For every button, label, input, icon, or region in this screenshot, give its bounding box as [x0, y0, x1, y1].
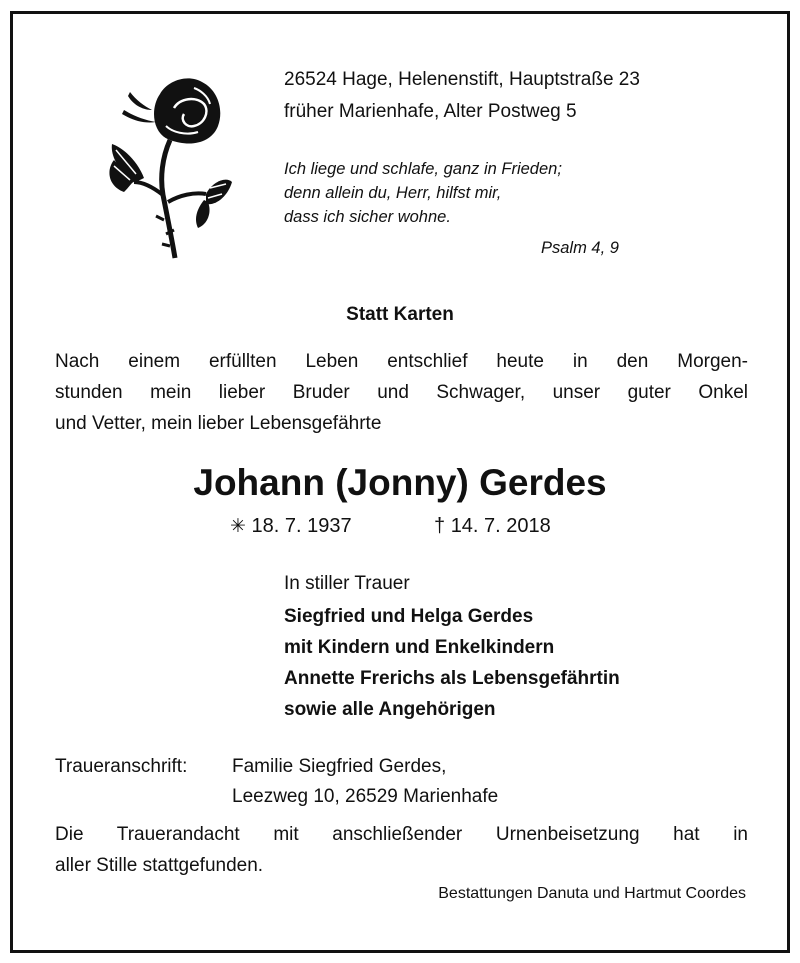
deceased-name: Johann (Jonny) Gerdes [193, 462, 607, 503]
birth-star-icon: ✳ [230, 516, 246, 537]
statt-karten-heading: Statt Karten [346, 304, 454, 325]
rose-icon [100, 70, 235, 260]
birth-date-row [230, 515, 352, 538]
verse-reference: Psalm 4, 9 [541, 239, 619, 257]
intro-line-2: stunden mein lieber Bruder und Schwager, unser guter Onkel [55, 382, 748, 403]
service-line-1: Die Trauerandacht mit anschließender Urnenbeisetzung hat in [55, 824, 748, 845]
death-date-row [434, 515, 551, 538]
address-line-1: 26524 Hage, Helenenstift, Hauptstraße 23 [284, 69, 640, 90]
intro-line-3: und Vetter, mein lieber Lebensgefährte [55, 413, 382, 434]
verse-line-1: Ich liege und schlafe, ganz in Frieden; [284, 160, 562, 178]
death-cross-icon: † [434, 515, 446, 537]
funeral-home: Bestattungen Danuta und Hartmut Coordes [438, 885, 746, 902]
intro-line-1: Nach einem erfüllten Leben entschlief heute in den Morgen- [55, 351, 748, 372]
service-line-2: aller Stille stattgefunden. [55, 855, 264, 876]
mourner-line: Annette Frerichs als Lebensgefährtin [284, 668, 620, 689]
verse-line-3: dass ich sicher wohne. [284, 208, 451, 226]
mourner-line: mit Kindern und Enkelkindern [284, 637, 555, 658]
verse-line-2: denn allein du, Herr, hilfst mir, [284, 184, 502, 202]
mourning-address-line-2: Leezweg 10, 26529 Marienhafe [232, 786, 499, 807]
mourning-address-line-1: Familie Siegfried Gerdes, [232, 756, 447, 777]
mourner-line: sowie alle Angehörigen [284, 699, 496, 720]
death-date: 14. 7. 2018 [450, 515, 551, 537]
birth-date: 18. 7. 1937 [251, 515, 352, 537]
mourner-line: Siegfried und Helga Gerdes [284, 606, 534, 627]
mourners-intro: In stiller Trauer [284, 573, 410, 594]
mourning-address-label: Traueranschrift: [55, 756, 188, 777]
address-line-2: früher Marienhafe, Alter Postweg 5 [284, 101, 577, 122]
